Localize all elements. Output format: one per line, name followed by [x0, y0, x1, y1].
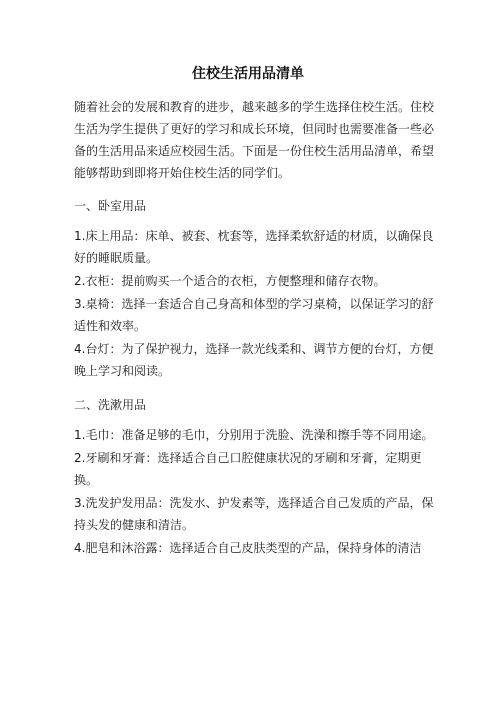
section-heading-bedroom: 一、卧室用品: [74, 199, 147, 213]
list-item: 4.肥皂和沐浴露：选择适合自己皮肤类型的产品，保持身体的清洁: [74, 541, 422, 555]
list-item: 2.衣柜：提前购买一个适合的衣柜，方便整理和储存衣物。: [74, 274, 386, 288]
intro-paragraph: 随着社会的发展和教育的进步，越来越多的学生选择住校生活。住校生活为学生提供了更好的学习和成长环境，但同时也需要准备一些必备的生活用品来适应校园生活。下面是一份住校生活用品清单，希望能够帮助到即将开始住校生活的同学们。: [74, 100, 435, 180]
list-item: 3.洗发护发用品：洗发水、护发素等，选择适合自己发质的产品，保持头发的健康和清洁。: [74, 496, 434, 532]
document-title: 住校生活用品清单: [192, 66, 304, 82]
list-item: 1.毛巾：准备足够的毛巾，分别用于洗脸、洗澡和擦手等不同用途。: [74, 428, 434, 442]
section-heading-toiletries: 二、洗漱用品: [74, 398, 147, 412]
list-item: 2.牙刷和牙膏：选择适合自己口腔健康状况的牙刷和牙膏，定期更换。: [74, 451, 422, 487]
list-item: 4.台灯：为了保护视力，选择一款光线柔和、调节方便的台灯，方便晚上学习和阅读。: [74, 342, 434, 378]
document-body: [74, 96, 434, 560]
list-item: 3.桌椅：选择一套适合自己身高和体型的学习桌椅，以保证学习的舒适性和效率。: [74, 297, 434, 333]
list-item: 1.床上用品：床单、被套、枕套等，选择柔软舒适的材质，以确保良好的睡眠质量。: [74, 229, 434, 265]
